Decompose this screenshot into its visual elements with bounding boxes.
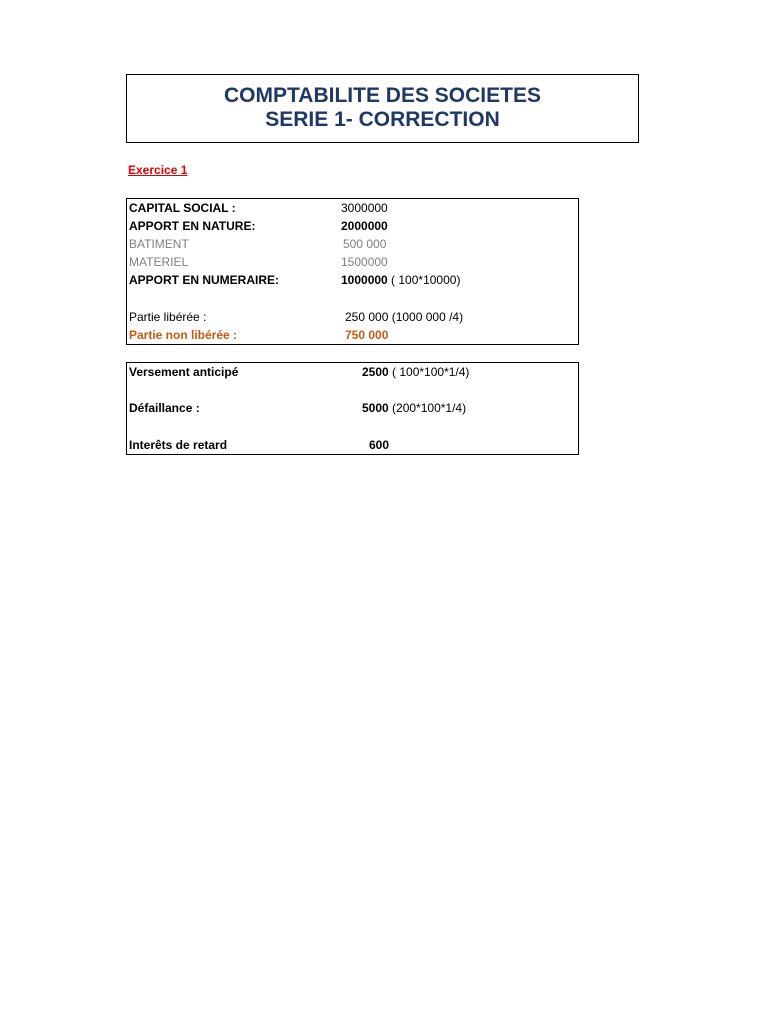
row-label: Interêts de retard	[129, 438, 228, 452]
row-value: 1000000 ( 100*10000)	[341, 273, 461, 287]
table-row	[127, 399, 578, 417]
table-row	[127, 308, 578, 326]
row-value: 2500 ( 100*100*1/4)	[362, 365, 470, 379]
title-box	[126, 74, 639, 143]
row-value-main: 1000000	[341, 273, 388, 287]
table-row	[127, 235, 578, 253]
table-row	[127, 436, 578, 454]
document-title: COMPTABILITE DES SOCIETES	[224, 84, 541, 107]
row-label: Versement anticipé	[129, 365, 239, 379]
table-row	[127, 199, 578, 217]
row-label: Partie libérée :	[129, 310, 207, 324]
row-label: Partie non libérée :	[129, 328, 238, 342]
row-label: MATERIEL	[129, 255, 189, 269]
table-row	[127, 363, 578, 381]
document-subtitle: SERIE 1- CORRECTION	[265, 108, 500, 131]
row-label: APPORT EN NATURE:	[129, 219, 256, 233]
row-value-main: 5000	[362, 401, 389, 415]
row-label: Défaillance :	[129, 401, 200, 415]
table-row	[127, 326, 578, 344]
row-value: 1500000	[341, 255, 388, 269]
row-label: BATIMENT	[129, 237, 189, 251]
row-label: CAPITAL SOCIAL :	[129, 201, 236, 215]
row-label: APPORT EN NUMERAIRE:	[129, 273, 280, 287]
table-row	[127, 217, 578, 235]
row-value: 250 000 (1000 000 /4)	[345, 310, 464, 324]
row-value: 500 000	[343, 237, 387, 251]
row-value: 5000 (200*100*1/4)	[362, 401, 467, 415]
row-value-main: 2500	[362, 365, 389, 379]
versement-table	[126, 362, 579, 455]
capital-table	[126, 198, 579, 345]
row-value: 600	[369, 438, 390, 452]
row-value: 750 000	[345, 328, 389, 342]
table-row	[127, 271, 578, 289]
row-value: 2000000	[341, 219, 388, 233]
row-value: 3000000	[341, 201, 388, 215]
table-row	[127, 253, 578, 271]
exercise-heading: Exercice 1	[128, 163, 188, 177]
